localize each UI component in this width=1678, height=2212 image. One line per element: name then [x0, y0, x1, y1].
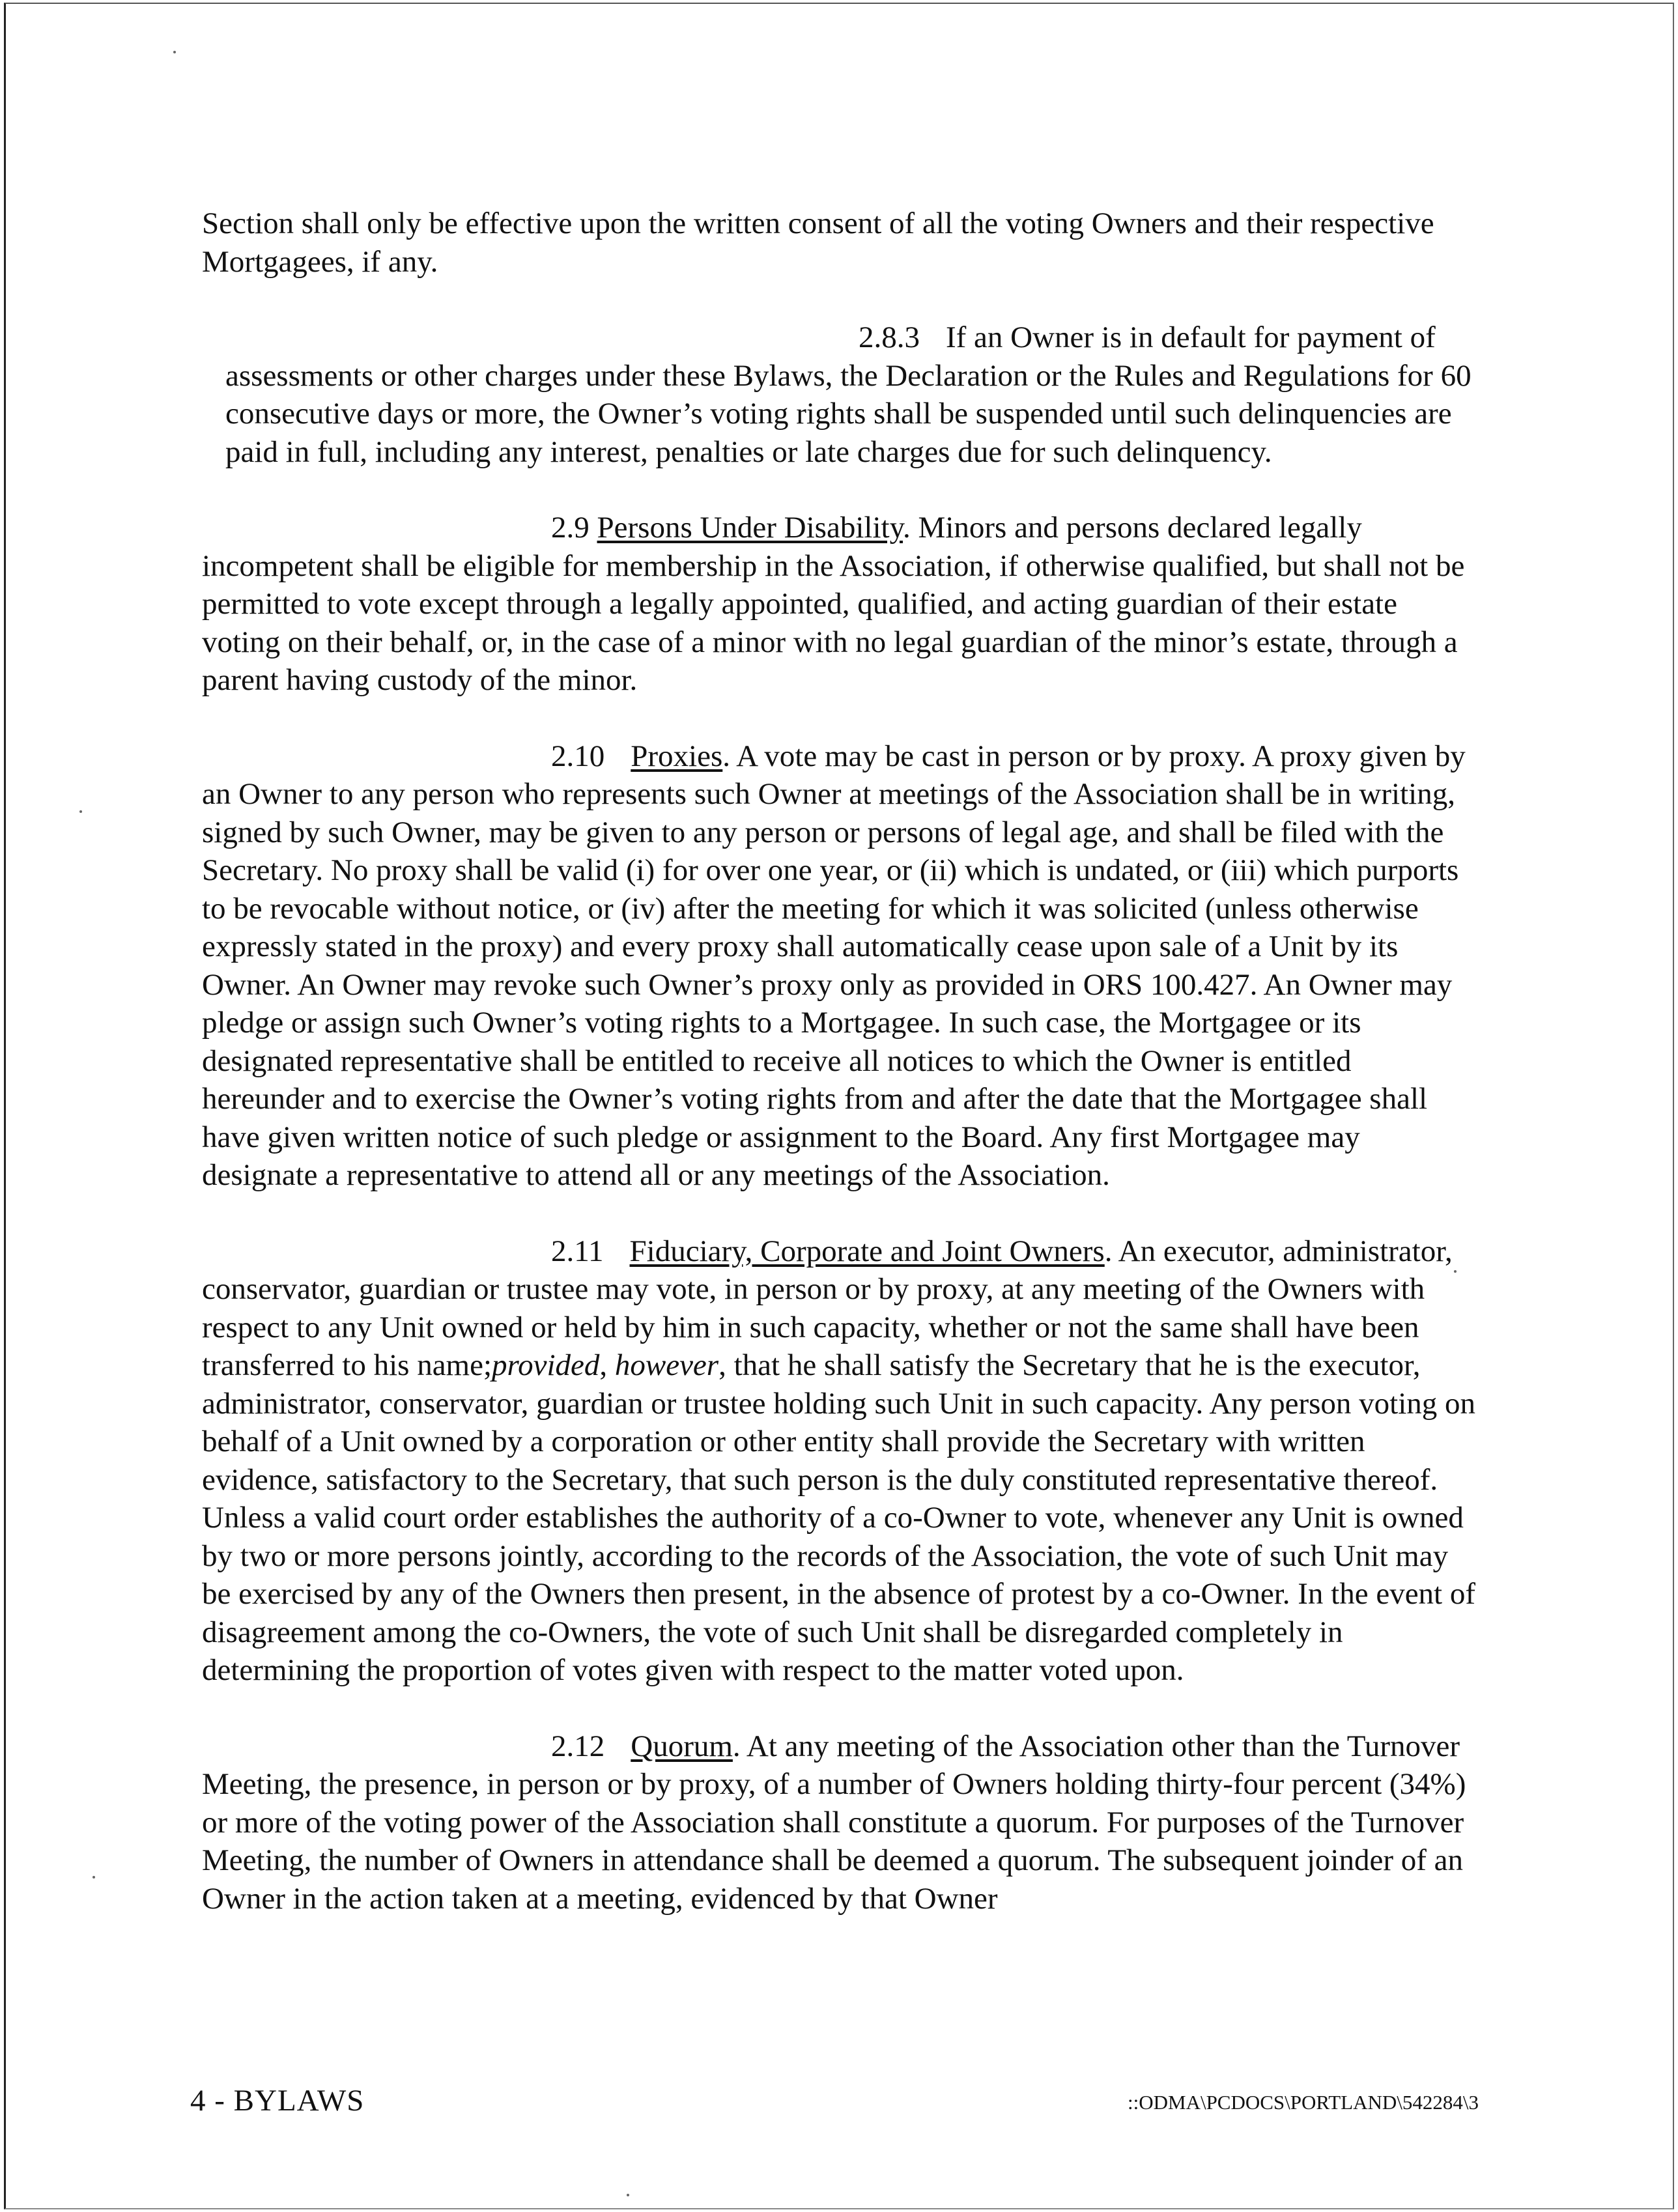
document-path: ::ODMA\PCDOCS\PORTLAND\542284\3 [1128, 2091, 1479, 2114]
scan-speck [627, 2194, 629, 2196]
section-number: 2.9 [551, 511, 590, 545]
paragraph-text: , that he shall satisfy the Secretary that he is the executor, administrator, conservator, guardian or trustee holding such Unit in such capacity. Any person voting on behalf of a Unit owned by a corporation or other entity shall provide the Secretary with written evidence, satisfactory to the Secretary, that such person is the duly constituted representative thereof. Unless a valid court order establishes the authority of a co-Owner to vote, whenever any Unit is owned by two or more persons jointly, according to the records of the Association, the vote of such Unit may be exercised by any of the Owners then present, in the absence of protest by a co-Owner. In the event of disagreement among the co-Owners, the vote of such Unit shall be disregarded completely in determining the proportion of votes given with respect to the matter voted upon. [202, 1348, 1476, 1687]
section-heading: Persons Under Disability [597, 511, 903, 545]
section-heading: Proxies [631, 739, 723, 773]
paragraph-text: If an Owner is in default for payment of assessments or other charges under these Bylaws, the Declaration or the Rules and Regulations for 60 consecutive days or more, the Owner’s voting rights shall be suspended until such delinquencies are paid in full, including any interest, penalties or late charges due for such delinquency. [225, 320, 1472, 469]
italic-term: provided [492, 1348, 600, 1382]
section-2-12: 2.12 Quorum. At any meeting of the Association other than the Turnover Meeting, the presence, in person or by proxy, of a number of Owners holding thirty-four percent (34%) or more of the voting power of the Association shall constitute a quorum. For purposes of the Turnover Meeting, the number of Owners in attendance shall be deemed a quorum. The subsequent joinder of an Owner in the action taken at a meeting, evidenced by that Owner [202, 1727, 1479, 1918]
paragraph-text: A vote may be cast in person or by proxy. A proxy given by an Owner to any person who represents such Owner at meetings of the Association shall be in writing, signed by such Owner, may be given to any person or persons of legal age, and shall be filed with the Secretary. No proxy shall be valid (i) for over one year, or (ii) which is undated, or (iii) which purports to be revocable without notice, or (iv) after the meeting for which it was solicited (unless otherwise expressly stated in the proxy) and every proxy shall automatically cease upon sale of a Unit by its Owner. An Owner may revoke such Owner’s proxy only as provided in ORS 100.427. An Owner may pledge or assign such Owner’s voting rights to a Mortgagee. In such case, the Mortgagee or its designated representative shall be entitled to receive all notices to which the Owner is entitled hereunder and to exercise the Owner’s voting rights from and after the date that the Mortgagee shall have given written notice of such pledge or assignment to the Board. Any first Mortgagee may designate a representative to attend all or any meetings of the Association. [202, 739, 1466, 1192]
italic-term: however [614, 1348, 719, 1382]
section-2-8-3 [202, 319, 1479, 471]
scan-speck [79, 810, 82, 813]
scan-speck [92, 1876, 95, 1879]
document-body [202, 205, 1479, 1955]
section-heading: Fiduciary, Corporate and Joint Owners [629, 1234, 1105, 1268]
paragraph-continuation [202, 205, 1479, 281]
section-number: 2.8.3 [859, 320, 920, 354]
paragraph-text: Section shall only be effective upon the written consent of all the voting Owners and their respective Mortgagees, if any. [202, 206, 1434, 279]
section-2-10: 2.10 Proxies. A vote may be cast in person or by proxy. A proxy given by an Owner to any person who represents such Owner at meetings of the Association shall be in writing, signed by such Owner, may be given to any person or persons of legal age, and shall be filed with the Secretary. No proxy shall be valid (i) for over one year, or (ii) which is undated, or (iii) which purports to be revocable without notice, or (iv) after the meeting for which it was solicited (unless otherwise expressly stated in the proxy) and every proxy shall automatically cease upon sale of a Unit by its Owner. An Owner may revoke such Owner’s proxy only as provided in ORS 100.427. An Owner may pledge or assign such Owner’s voting rights to a Mortgagee. In such case, the Mortgagee or its designated representative shall be entitled to receive all notices to which the Owner is entitled hereunder and to exercise the Owner’s voting rights from and after the date that the Mortgagee shall have given written notice of such pledge or assignment to the Board. Any first Mortgagee may designate a representative to attend all or any meetings of the Association. [202, 737, 1479, 1195]
paragraph-text: Minors and persons declared legally incompetent shall be eligible for membership in the Association, if otherwise qualified, but shall not be permitted to vote except through a legally appointed, qualified, and acting guardian of their estate voting on their behalf, or, in the case of a minor with no legal guardian of the minor’s estate, through a parent having custody of the minor. [202, 511, 1465, 697]
scan-speck [173, 51, 176, 53]
paragraph-text: At any meeting of the Association other than the Turnover Meeting, the presence, in person or by proxy, of a number of Owners holding thirty-four percent (34%) or more of the voting power of the Association shall constitute a quorum. For purposes of the Turnover Meeting, the number of Owners in attendance shall be deemed a quorum. The subsequent joinder of an Owner in the action taken at a meeting, evidenced by that Owner [202, 1729, 1466, 1916]
section-number: 2.12 [551, 1729, 605, 1763]
section-number: 2.10 [551, 739, 605, 773]
page-footer-label: 4 - BYLAWS [190, 2084, 365, 2118]
section-2-11: 2.11 Fiduciary, Corporate and Joint Owners. An executor, administrator, conservator, guardian or trustee may vote, in person or by proxy, at any meeting of the Owners with respect to any Unit owned or held by him in such capacity, whether or not the same shall have been transferred to his name;provided, however, that he shall satisfy the Secretary that he is the executor, administrator, conservator, guardian or trustee holding such Unit in such capacity. Any person voting on behalf of a Unit owned by a corporation or other entity shall provide the Secretary with written evidence, satisfactory to the Secretary, that such person is the duly constituted representative thereof. Unless a valid court order establishes the authority of a co-Owner to vote, whenever any Unit is owned by two or more persons jointly, according to the records of the Association, the vote of such Unit may be exercised by any of the Owners then present, in the absence of protest by a co-Owner. In the event of disagreement among the co-Owners, the vote of such Unit shall be disregarded completely in determining the proportion of votes given with respect to the matter voted upon. [202, 1232, 1479, 1690]
section-heading: Quorum [631, 1729, 733, 1763]
section-number: 2.11 [551, 1234, 604, 1268]
section-2-9: 2.9 Persons Under Disability. Minors and persons declared legally incompetent shall be eligible for membership in the Association, if otherwise qualified, but shall not be permitted to vote except through a legally appointed, qualified, and acting guardian of their estate voting on their behalf, or, in the case of a minor with no legal guardian of the minor’s estate, through a parent having custody of the minor. [202, 509, 1479, 700]
paragraph-text: An executor, administrator, conservator, guardian or trustee may vote, in person or by proxy, at any meeting of the Owners with respect to any Unit owned or held by him in such capacity, whether or not the same shall have been transferred to his name; [202, 1234, 1453, 1382]
punctuation: , [599, 1348, 608, 1382]
